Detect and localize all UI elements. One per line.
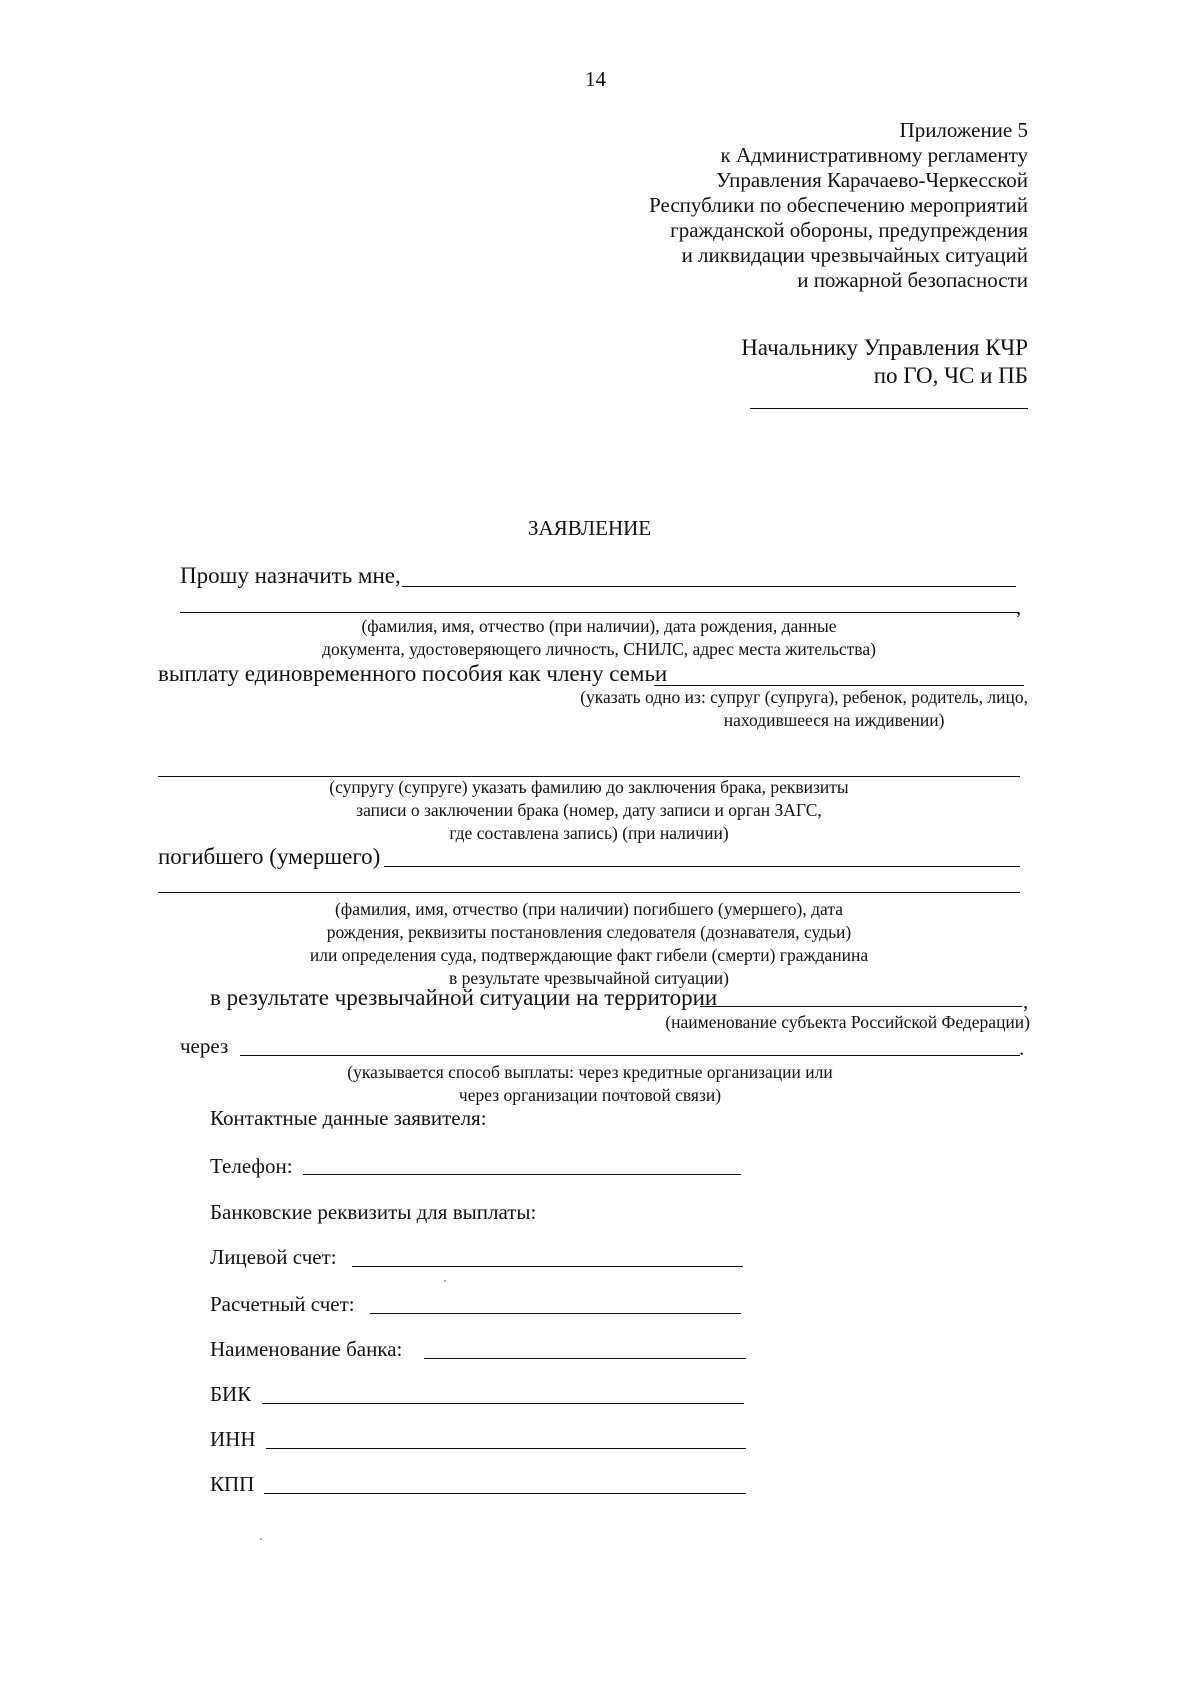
hint-line: или определения суда, подтверждающие факт гибели (смерти) гражданина xyxy=(309,945,869,965)
document-title: ЗАЯВЛЕНИЕ xyxy=(528,516,652,540)
addressee-block xyxy=(741,334,1028,390)
applicant-hint xyxy=(180,615,1018,661)
region-field[interactable] xyxy=(700,1006,1022,1007)
scan-speck xyxy=(444,1280,446,1282)
payment-method-hint xyxy=(190,1061,990,1107)
appendix-line: и пожарной безопасности xyxy=(797,268,1028,292)
personal-account-field[interactable] xyxy=(352,1266,743,1267)
scan-speck xyxy=(260,1538,262,1540)
spouse-hint xyxy=(158,776,1020,845)
appendix-block xyxy=(649,118,1028,293)
hint-line: где составлена запись) (при наличии) xyxy=(449,823,729,843)
hint-line: (указывается способ выплаты: через кредитные организации или xyxy=(347,1062,833,1082)
settlement-account-field[interactable] xyxy=(370,1313,741,1314)
payment-label: выплату единовременного пособия как члену семьи xyxy=(158,661,668,686)
contacts-heading: Контактные данные заявителя: xyxy=(210,1106,487,1130)
kpp-label: КПП xyxy=(210,1472,255,1496)
kpp-field[interactable] xyxy=(264,1493,746,1494)
settlement-account-label: Расчетный счет: xyxy=(210,1292,355,1316)
addressee-line: Начальнику Управления КЧР xyxy=(741,335,1028,360)
deceased-hint xyxy=(158,898,1020,990)
bank-heading: Банковские реквизиты для выплаты: xyxy=(210,1200,537,1224)
emergency-label: в результате чрезвычайной ситуации на территории xyxy=(210,985,718,1010)
page-number: 14 xyxy=(585,67,606,91)
appendix-line: гражданской обороны, предупреждения xyxy=(670,218,1028,242)
appendix-line: к Административному регламенту xyxy=(720,143,1028,167)
request-label: Прошу назначить мне, xyxy=(180,563,401,588)
inn-label: ИНН xyxy=(210,1427,256,1451)
relation-hint xyxy=(580,686,1028,732)
appendix-line: Республики по обеспечению мероприятий xyxy=(649,193,1028,217)
period: . xyxy=(1019,1036,1025,1060)
deceased-field-continued[interactable] xyxy=(158,892,1020,893)
hint-line: (фамилия, имя, отчество (при наличии), дата рождения, данные xyxy=(361,616,837,636)
payment-method-field[interactable] xyxy=(240,1055,1020,1056)
hint-line: (супругу (супруге) указать фамилию до заключения брака, реквизиты xyxy=(329,777,849,797)
hint-line-text: находившееся на иждивении) xyxy=(723,710,945,730)
hint-line xyxy=(580,709,1028,732)
hint-line: документа, удостоверяющего личность, СНИЛС, адрес места жительства) xyxy=(322,639,876,659)
hint-line: (фамилия, имя, отчество (при наличии) погибшего (умершего), дата xyxy=(335,899,843,919)
via-label: через xyxy=(180,1034,229,1058)
deceased-label: погибшего (умершего) xyxy=(158,844,381,869)
hint-line: в результате чрезвычайной ситуации) xyxy=(449,968,729,988)
appendix-line: Управления Карачаево-Черкесской xyxy=(716,168,1028,192)
phone-field[interactable] xyxy=(303,1174,741,1175)
inn-field[interactable] xyxy=(266,1448,746,1449)
hint-line: записи о заключении брака (номер, дату записи и орган ЗАГС, xyxy=(356,800,822,820)
addressee-line: по ГО, ЧС и ПБ xyxy=(873,363,1028,388)
comma: , xyxy=(1016,595,1022,619)
applicant-field[interactable] xyxy=(402,586,1016,587)
region-hint: (наименование субъекта Российской Федерации) xyxy=(665,1012,1030,1032)
hint-line: рождения, реквизиты постановления следователя (дознавателя, судьи) xyxy=(326,922,852,942)
phone-label: Телефон: xyxy=(210,1154,293,1178)
hint-line: (указать одно из: супруг (супруга), ребенок, родитель, лицо, xyxy=(580,687,1028,707)
comma: , xyxy=(1023,989,1029,1013)
bik-field[interactable] xyxy=(262,1403,744,1404)
personal-account-label: Лицевой счет: xyxy=(210,1245,337,1269)
hint-line: через организации почтовой связи) xyxy=(458,1085,722,1105)
addressee-name-field[interactable] xyxy=(750,408,1028,409)
appendix-line: и ликвидации чрезвычайных ситуаций xyxy=(681,243,1028,267)
bik-label: БИК xyxy=(210,1382,252,1406)
applicant-field-continued[interactable] xyxy=(180,612,1018,613)
bank-name-label: Наименование банка: xyxy=(210,1337,403,1361)
bank-name-field[interactable] xyxy=(424,1358,746,1359)
deceased-field[interactable] xyxy=(384,866,1020,867)
appendix-line: Приложение 5 xyxy=(899,118,1028,142)
